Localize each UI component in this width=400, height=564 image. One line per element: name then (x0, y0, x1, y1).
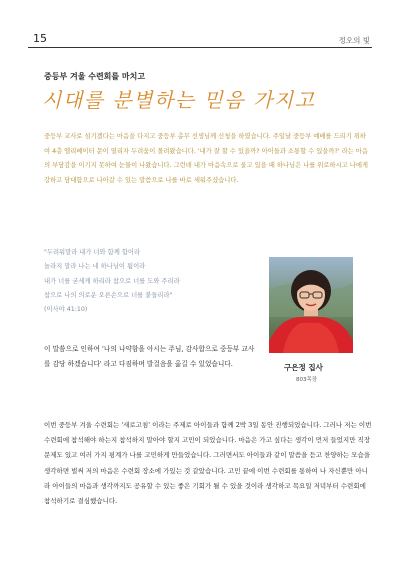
page-number: 15 (33, 32, 47, 45)
verse-line: "두려워말라 내가 너와 함께 함이라 (44, 249, 141, 256)
body-paragraph-1: 이 말씀으로 인하여 '나의 나약함을 아시는 주님, 감사합으로 중등부 교사를 감당 하겠습니다' 라고 다짐하며 발걸음을 옮길 수 있었습니다. (44, 345, 255, 369)
verse-line: 놀라지 말라 나는 네 하나님이 됨이라 (44, 263, 146, 271)
verse-line: 참으로 나의 의로운 오른손으로 너를 붙들리라" (44, 291, 173, 299)
verse-reference: (이사야 41:10) (44, 306, 88, 314)
author-group: 803목장 (296, 377, 318, 383)
article-title: 시대를 분별하는 믿음 가지고 (42, 88, 316, 112)
intro-paragraph: 중등부 교사로 섬기겠다는 마음을 다지고 중등부 총무 선생님께 신청을 하였습니다. 주일날 중등부 예배를 드리기 위하여 4층 엘리베이터 문이 열리자 두려움이 몰려왔습니다. '내가 잘 할 수 있을까? 아이들과 소통할 수 있을까?' 라는 마음의 부담감을 이기지 못하여 눈물이 나왔습니다. 그런데 내가 마음속으로 울고 있을 때 하나님은 나를 위로하시고 나에게 강하고 담대함으로 나아갈 수 있는 말씀으로 나를 바로 세워주셨습니다. (44, 133, 368, 184)
running-title: 정오의 빛 (338, 36, 370, 45)
verse-line: 내가 너를 굳세게 하리라 참으로 너를 도와 주리라 (44, 277, 180, 285)
author-photo (269, 257, 353, 353)
author-portrait-image (269, 257, 353, 353)
author-name: 구은정 집사 (284, 363, 323, 372)
header-rule (28, 47, 372, 48)
body-paragraph-2: 이번 중등부 겨울 수련회는 '새로고침' 이라는 주제로 아이들과 함께 2박 3일 동안 진행되었습니다. 그러나 저는 이번 수련회에 참석해야 하는지 참석하지 말아야 할지 고민이 되었습니다. 마음은 가고 싶다는 생각이 먼저 들었지만 직장문제도 있고 여러 가지 핑계가 나를 고민하게 만들었습니다. 그러면서도 아이들과 같이 말씀을 듣고 찬양하는 모습을 생각하면 벌써 저의 마음은 수련회 장소에 가있는 것 같았습니다. 고민 끝에 이번 수련회를 통하여 나 자신뿐만 아니라 아이들의 마음과 생각까지도 공유할 수 있는 좋은 기회가 될 수 있을 것이라 생각하고 목요일 저녁부터 수련회에 참석하기로 결심했습니다. (44, 421, 372, 506)
bible-verse (44, 246, 254, 317)
article-kicker: 중등부 겨울 수련회를 마치고 (44, 72, 146, 81)
